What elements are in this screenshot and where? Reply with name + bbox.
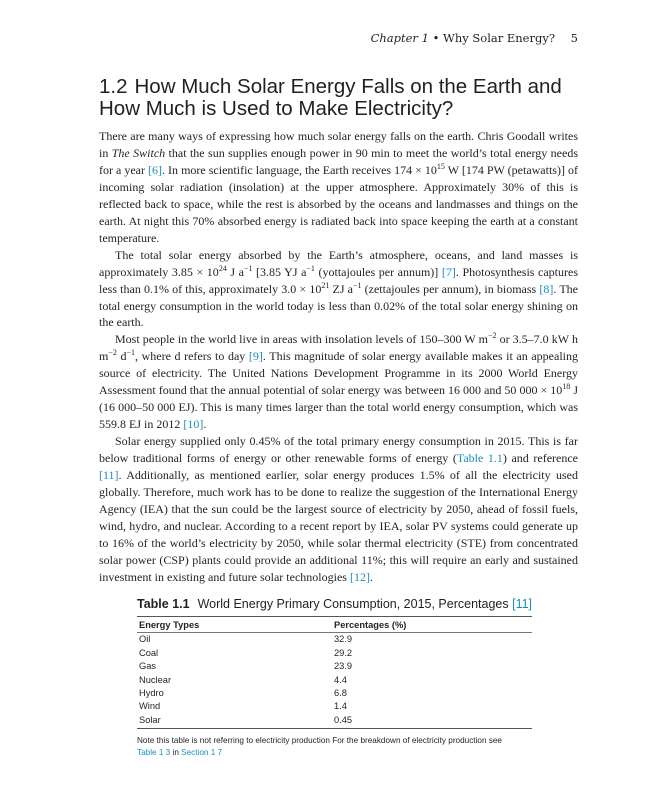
superscript: 18 bbox=[562, 382, 571, 392]
running-head bbox=[99, 31, 578, 46]
citation-link[interactable]: Table 1.1 bbox=[456, 451, 503, 466]
note-text-mid: in bbox=[170, 748, 182, 758]
percentage-cell: 0.45 bbox=[332, 713, 532, 729]
text-run: ) and reference bbox=[502, 451, 578, 466]
text-run: that the sun supplies enough power in 90 min to meet the world’s total energy needs for a year bbox=[99, 145, 578, 177]
italic-title: The Switch bbox=[111, 145, 166, 160]
percentage-cell: 23.9 bbox=[334, 661, 353, 672]
superscript: 24 bbox=[218, 263, 227, 273]
note-text: Note this table is not referring to electricity production For the breakdown of electricity production see bbox=[137, 736, 502, 746]
body-text bbox=[99, 128, 578, 586]
chapter-label: Chapter 1 bbox=[370, 31, 429, 45]
superscript: −1 bbox=[306, 263, 315, 273]
text-run: Solar energy supplied only 0.45% of the total primary energy consumption in 2015. This is far below traditional forms of energy or other renewable forms of energy ( bbox=[99, 434, 578, 466]
table-row bbox=[137, 660, 532, 673]
table-row bbox=[137, 646, 532, 659]
column-header: Energy Types bbox=[137, 616, 332, 632]
text-run: . bbox=[203, 417, 207, 432]
bullet: • bbox=[432, 31, 440, 45]
superscript: 15 bbox=[436, 161, 445, 171]
text-run: d bbox=[116, 349, 127, 364]
table-row bbox=[137, 673, 532, 686]
citation-link[interactable]: [12] bbox=[349, 569, 370, 584]
page-number: 5 bbox=[570, 31, 578, 45]
superscript: 21 bbox=[321, 280, 330, 290]
table-row bbox=[137, 686, 532, 699]
text-run: . This magnitude of solar energy available makes it an appealing source of electricity. The United Nations Development Programme in its 2000 World Energy Assessment found that the annual potential of solar energy was between 16 000 and 50 000 × 10 bbox=[99, 349, 578, 398]
text-run: ZJ a bbox=[329, 281, 353, 296]
text-run: J (16 000–50 000 EJ). This is many times larger than the total world energy consumption, which was 559.8 EJ in 2012 bbox=[99, 383, 578, 432]
paragraph bbox=[99, 247, 578, 332]
text-run: [3.85 YJ a bbox=[252, 264, 307, 279]
table-row bbox=[137, 713, 532, 729]
text-run: . Additionally, as mentioned earlier, solar energy produces 1.5% of all the electricity used globally. Therefore, much work has to be done to realize the suggestion of the International Energy Agency (IEA) that the sun could be the largest source of electricity by 2050, ahead of fossil fuels, wind, hydro, and nuclear. According to a recent report by IEA, solar PV systems could generate up to 16% of the world’s electricity by 2050, while solar thermal electricity (STE) from concentrated solar power (CSP) plants could provide an additional 11%; this will require an early and sustained investment in existing and future solar technologies bbox=[99, 468, 578, 584]
percentage-cell: 29.2 bbox=[334, 647, 353, 658]
energy-type-cell: Oil bbox=[139, 634, 151, 645]
table-1-1 bbox=[137, 596, 532, 760]
superscript: −2 bbox=[108, 348, 117, 358]
table-header-row bbox=[137, 616, 532, 632]
text-run: (zettajoules per annum), in biomass bbox=[361, 281, 540, 296]
citation-link[interactable]: [10] bbox=[183, 417, 204, 432]
superscript: −1 bbox=[352, 280, 362, 290]
section-number: 1.2 bbox=[99, 75, 128, 98]
citation-link[interactable]: [8] bbox=[539, 281, 554, 296]
citation-link[interactable]: [7] bbox=[441, 264, 456, 279]
energy-type-cell: Hydro bbox=[139, 687, 164, 698]
note-link-section[interactable]: Section 1 7 bbox=[181, 748, 223, 758]
text-run: , where d refers to day bbox=[134, 349, 249, 364]
table-note bbox=[137, 735, 532, 759]
energy-type-cell: Solar bbox=[137, 713, 332, 729]
text-run: The total solar energy absorbed by the Earth’s atmosphere, oceans, and land masses is approximately 3.85 × 10 bbox=[99, 247, 578, 279]
text-run: . In more scientific language, the Earth receives 174 × 10 bbox=[162, 162, 437, 177]
table-row bbox=[137, 700, 532, 713]
percentage-cell: 32.9 bbox=[334, 634, 353, 645]
text-run: . Photosynthesis captures less than 0.1% of this, approximately 3.0 × 10 bbox=[99, 264, 579, 296]
text-run: or 3.5–7.0 kW h m bbox=[99, 332, 578, 364]
section-heading bbox=[99, 76, 578, 120]
energy-type-cell: Coal bbox=[139, 647, 159, 658]
table-caption bbox=[137, 596, 532, 612]
citation-link[interactable]: [11] bbox=[99, 468, 119, 483]
text-run: W [174 PW (petawatts)] of incoming solar radiation (insolation) at the upper atmosphere. Approximately 30% of this is reflected back to space, while the rest is absorbed by the oceans and landmasses and things on the earth. At night this 70% absorbed energy is radiated back into space keeping the earth at a constant temperature. bbox=[99, 162, 578, 245]
text-run: . bbox=[369, 569, 373, 584]
section-title: How Much Solar Energy Falls on the Earth and How Much is Used to Make Electricity? bbox=[99, 75, 562, 120]
text-run: J a bbox=[226, 264, 244, 279]
text-run: (yottajoules per annum)] bbox=[314, 264, 442, 279]
superscript: −1 bbox=[243, 263, 253, 273]
paragraph bbox=[99, 128, 578, 247]
paragraph bbox=[99, 331, 578, 433]
superscript: −2 bbox=[487, 331, 497, 341]
percentage-cell: 4.4 bbox=[334, 674, 347, 685]
paragraph bbox=[99, 433, 578, 586]
percentage-cell: 6.8 bbox=[334, 687, 347, 698]
chapter-title: Why Solar Energy? bbox=[443, 31, 556, 45]
note-link-table[interactable]: Table 1 3 bbox=[137, 748, 171, 758]
column-header: Percentages (%) bbox=[332, 616, 532, 632]
energy-type-cell: Gas bbox=[139, 661, 157, 672]
citation-link[interactable]: [6] bbox=[148, 162, 163, 177]
energy-table bbox=[137, 616, 532, 730]
table-row bbox=[137, 632, 532, 646]
superscript: −1 bbox=[126, 348, 135, 358]
table-ref-link[interactable]: [11] bbox=[512, 596, 533, 611]
percentage-cell: 1.4 bbox=[334, 701, 347, 712]
text-run: There are many ways of expressing how much solar energy falls on the earth. Chris Goodall writes in bbox=[99, 129, 578, 160]
energy-type-cell: Nuclear bbox=[139, 674, 172, 685]
energy-type-cell: Wind bbox=[139, 701, 161, 712]
citation-link[interactable]: [9] bbox=[248, 349, 263, 364]
table-label: Table 1.1 bbox=[137, 596, 190, 611]
text-run: Most people in the world live in areas with insolation levels of 150–300 W m bbox=[115, 332, 488, 347]
table-title: World Energy Primary Consumption, 2015, Percentages bbox=[197, 596, 509, 611]
text-run: . The total energy consumption in the world today is less than 0.02% of the total solar energy shining on the earth. bbox=[99, 281, 578, 330]
